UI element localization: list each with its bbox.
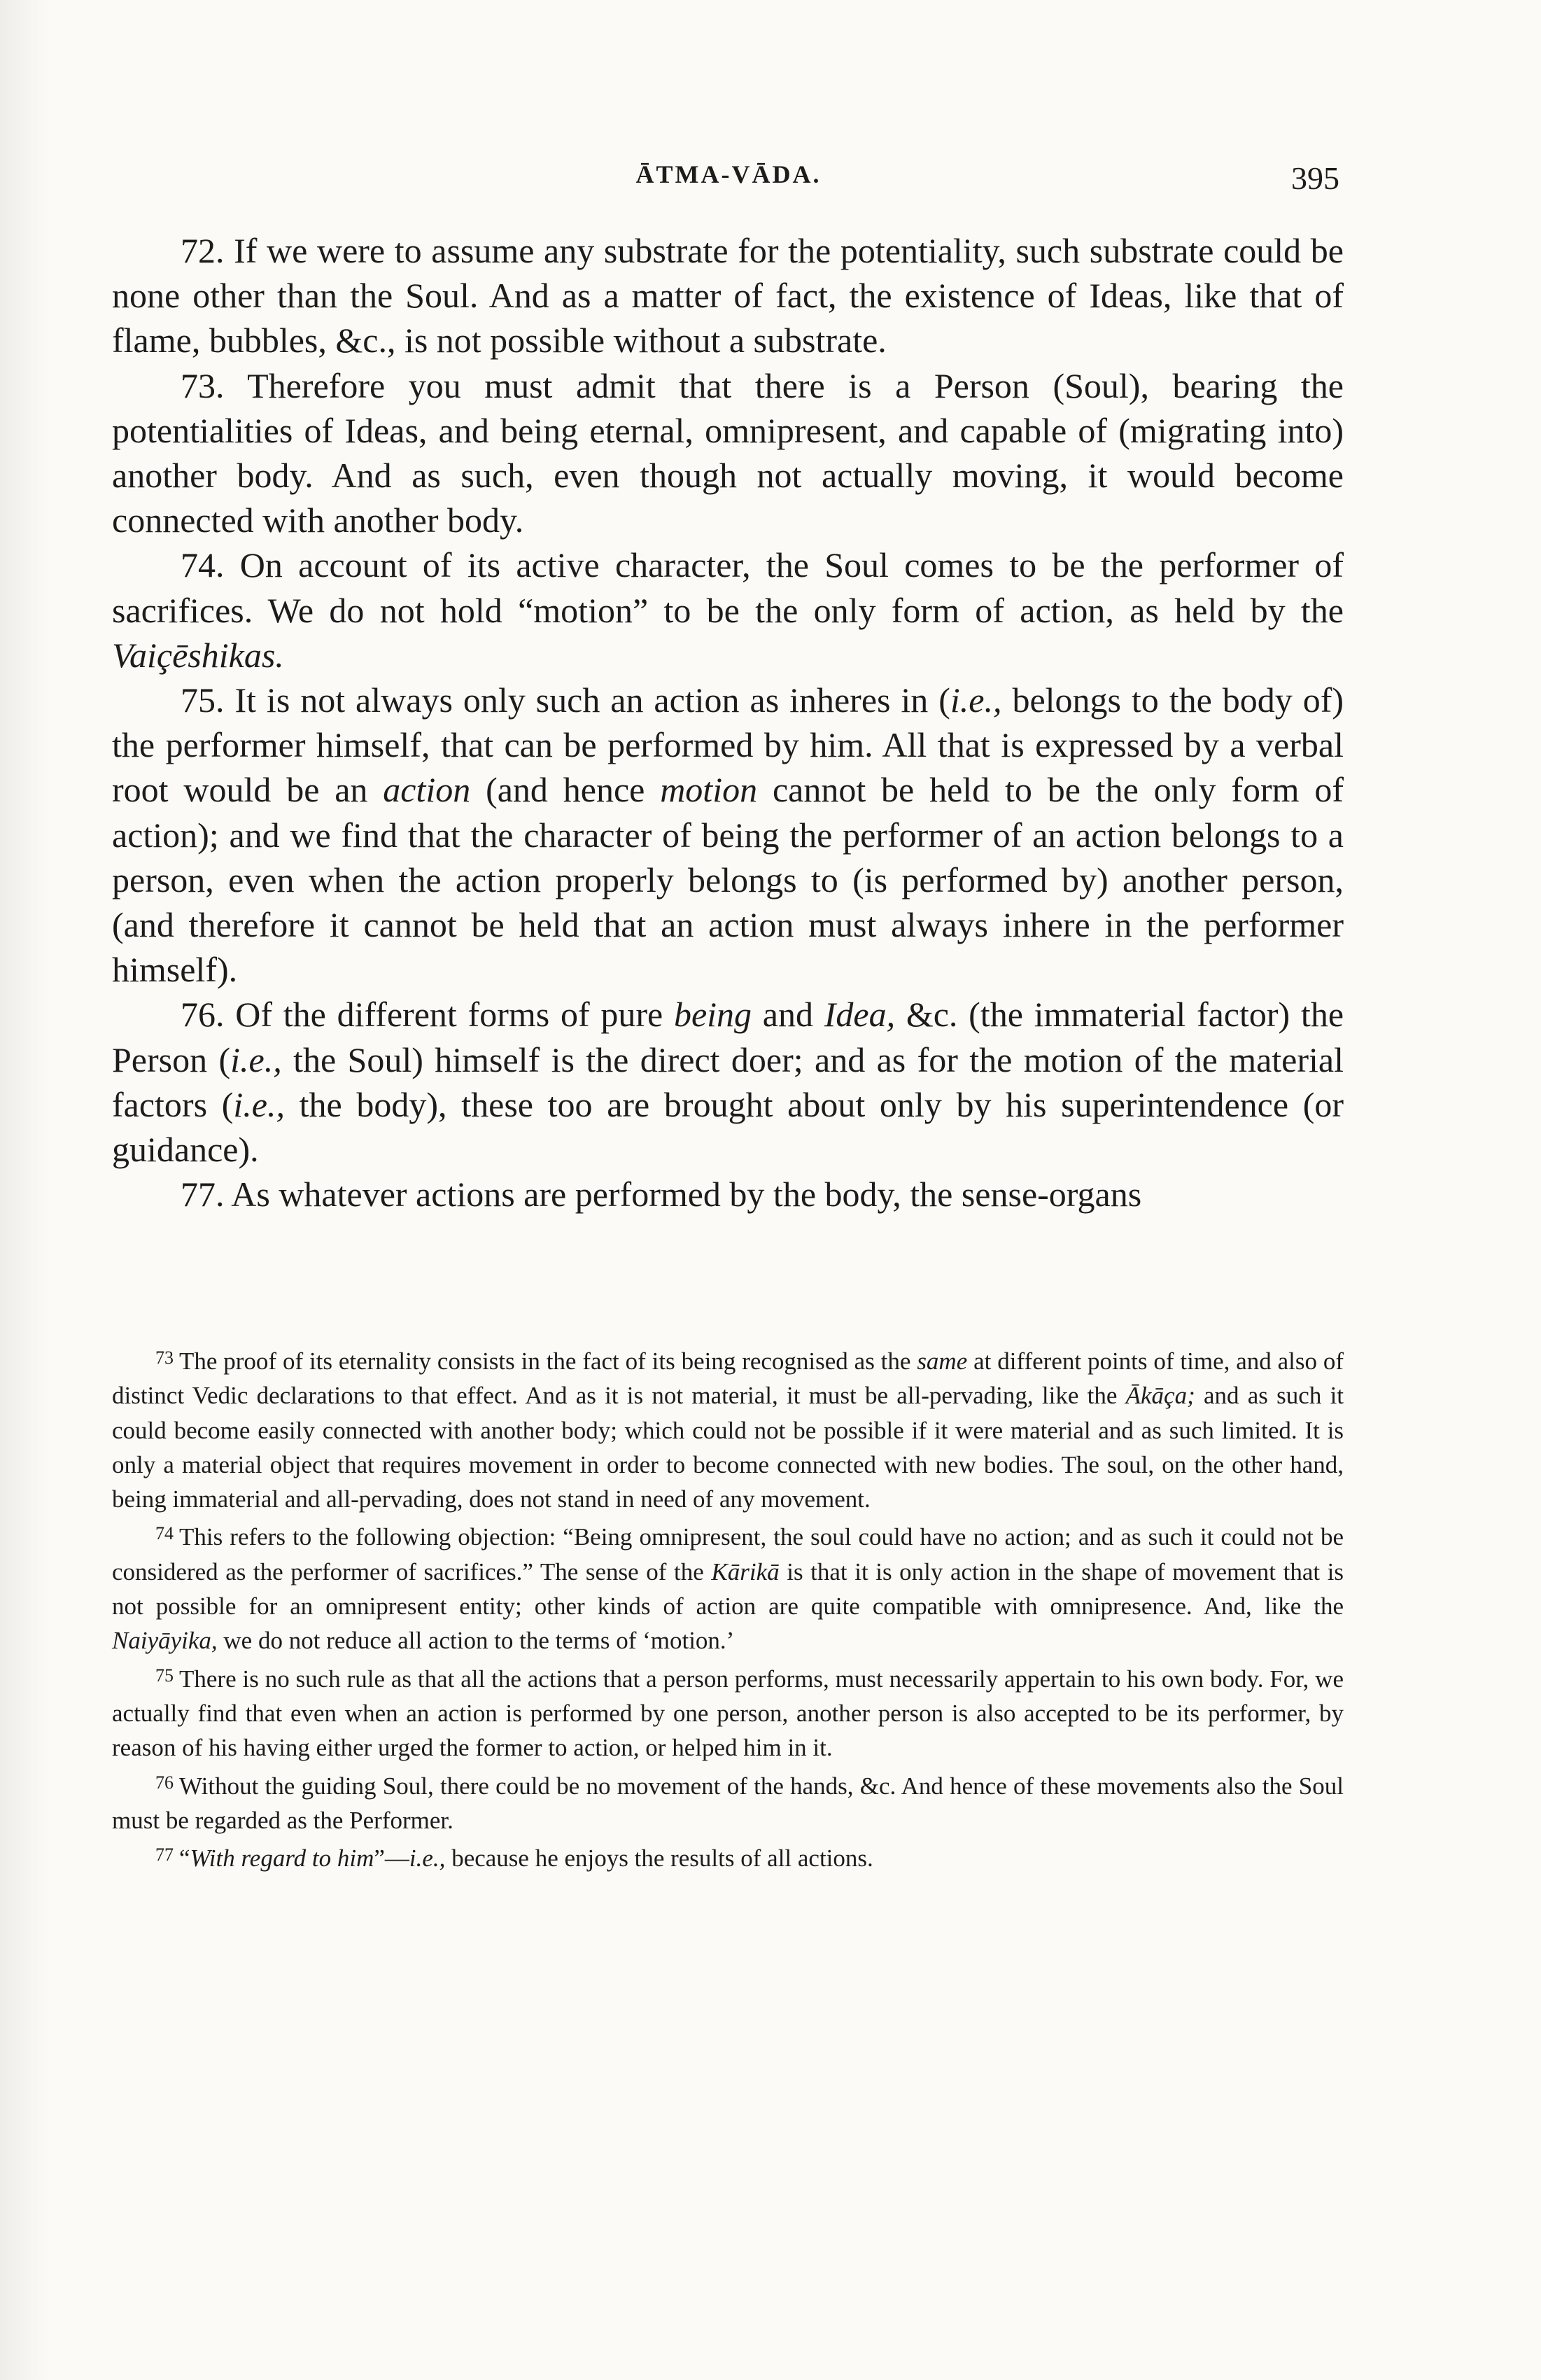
footnote-text: This refers to the following objection: “Being omnipresent, the soul could have no action; and as such it could not be considered as the performer of sacrifices.” The sense of the	[112, 1523, 1344, 1586]
footnote-text: ”—	[374, 1844, 409, 1872]
paragraph-number: 72.	[181, 231, 225, 270]
paragraph-text: and	[762, 995, 813, 1035]
italic-term: Kārikā	[711, 1558, 780, 1586]
paragraph-72	[112, 228, 1344, 363]
footnote-74	[112, 1516, 1344, 1658]
italic-term: Vaiçēshikas.	[112, 635, 284, 675]
paragraph-73	[112, 363, 1344, 543]
page-header	[118, 160, 1339, 209]
paragraph-text: belongs to the body of) the performer himself, that can be performed by him. All that is expressed by a verbal root would be an	[112, 680, 1344, 810]
footnote-ref: 74	[155, 1523, 174, 1544]
paragraph-text: the body), these too are brought about only by his superintendence (or guidance).	[112, 1084, 1344, 1170]
paragraph-74	[112, 542, 1344, 678]
footnotes	[112, 1340, 1344, 1875]
paragraph-text: cannot be held to be the only form of action); and we find that the character of being the performer of an action belongs to a person, even when the action properly belongs to (is performed by) another person, (and therefore it cannot be held that an action must always inhere in the performer himself).	[112, 770, 1344, 990]
paragraph-number: 77.	[181, 1175, 225, 1214]
footnote-76	[112, 1765, 1344, 1838]
paragraph-75	[112, 678, 1344, 992]
running-title: ĀTMA-VĀDA.	[635, 160, 822, 188]
footnote-ref: 73	[155, 1348, 174, 1368]
paragraph-76	[112, 992, 1344, 1172]
italic-term: motion	[660, 770, 758, 810]
main-text	[112, 228, 1344, 1217]
italic-term: Naiyāyika,	[112, 1627, 218, 1655]
footnote-text: is that it is only action in the shape of movement that is not possible for an omnipresent entity; other kinds of action are quite compatible with omnipresence. And, like the	[112, 1558, 1344, 1620]
paragraph-text: It is not always only such an action as inheres in (	[234, 680, 950, 720]
italic-term: Ākāça;	[1125, 1382, 1195, 1410]
footnote-text: at different points of time, and also of distinct Vedic declarations to that effect. And as it is not material, it must be all-pervading, like the	[112, 1348, 1344, 1410]
footnote-text: and as such it could become easily connected with another body; which could not be possible if it were material and as such limited. It is only a material object that requires movement in order to become connected with new bodies. The soul, on the other hand, being immaterial and all-pervading, does not stand in need of any movement.	[112, 1382, 1344, 1513]
italic-term: same	[917, 1348, 968, 1375]
paragraph-text: If we were to assume any substrate for the potentiality, such substrate could be none other than the Soul. And as a matter of fact, the existence of Ideas, like that of flame, bubbles, &c., is not possible without a substrate.	[112, 231, 1344, 360]
paragraph-text: the Soul) himself is the direct doer; and as for the motion of the material factors (	[112, 1040, 1344, 1124]
footnote-text: “	[179, 1844, 190, 1872]
footnote-text: Without the guiding Soul, there could be no movement of the hands, &c. And hence of these movements also the Soul must be regarded as the Performer.	[112, 1772, 1344, 1834]
paragraph-text: On account of its active character, the Soul comes to be the performer of sacrifices. We do not hold “motion” to be the only form of action, as held by the	[112, 545, 1344, 630]
paragraph-text: &c. (the immaterial factor) the Person (	[112, 995, 1344, 1079]
paragraph-text: Of the different forms of pure	[235, 995, 663, 1035]
italic-term: action	[383, 770, 471, 810]
footnote-73	[112, 1340, 1344, 1516]
italic-term: With regard to him	[190, 1844, 374, 1872]
paragraph-text: (and hence	[486, 770, 645, 810]
italic-term: i.e.,	[950, 680, 1002, 720]
paragraph-text: Therefore you must admit that there is a Person (Soul), bearing the potentialities of Ideas, and being eternal, omnipresent, and capable of (migrating into) another body. And as such, even though not actually moving, it would become connected with another body.	[112, 365, 1344, 540]
footnote-text: because he enjoys the results of all actions.	[445, 1844, 873, 1872]
footnote-ref: 77	[155, 1844, 174, 1865]
italic-term: being	[673, 995, 752, 1035]
scan-edge	[0, 0, 49, 2380]
footnote-75	[112, 1658, 1344, 1765]
footnote-77	[112, 1837, 1344, 1875]
footnote-text: The proof of its eternality consists in the fact of its being recognised as the	[179, 1348, 911, 1375]
paragraph-number: 76.	[181, 995, 225, 1035]
page-number: 395	[1291, 160, 1339, 196]
paragraph-number: 75.	[181, 680, 225, 720]
italic-term: i.e.,	[409, 1844, 446, 1872]
italic-term: i.e.,	[230, 1040, 282, 1079]
footnote-ref: 75	[155, 1665, 174, 1686]
paragraph-77	[112, 1172, 1344, 1217]
paragraph-number: 74.	[181, 545, 225, 585]
footnote-text: There is no such rule as that all the actions that a person performs, must necessarily appertain to his own body. For, we actually find that even when an action is performed by one person, another person is also accepted to be its performer, by reason of his having either urged the former to action, or helped him in it.	[112, 1665, 1344, 1762]
paragraph-text: As whatever actions are performed by the body, the sense-organs	[231, 1175, 1142, 1214]
paragraph-number: 73.	[181, 365, 225, 405]
footnote-ref: 76	[155, 1772, 174, 1793]
footnote-text: we do not reduce all action to the terms of ‘motion.’	[223, 1627, 735, 1655]
italic-term: Idea,	[824, 995, 896, 1035]
italic-term: i.e.,	[233, 1084, 285, 1124]
